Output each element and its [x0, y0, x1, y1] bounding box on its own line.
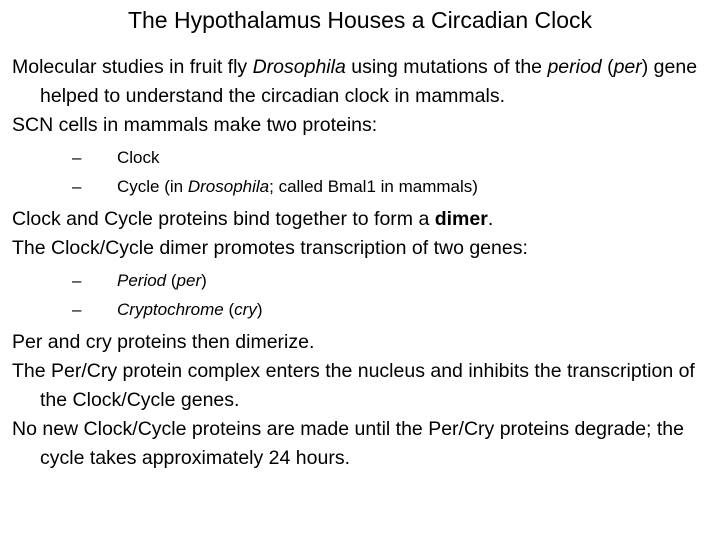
text-run: Clock and Cycle proteins bind together to form a	[12, 208, 435, 230]
paragraph-dimer	[12, 205, 712, 234]
slide-body	[12, 53, 712, 473]
italic-term-drosophila: Drosophila	[252, 56, 346, 78]
italic-term-cry: cry	[234, 300, 257, 319]
dash-bullet: –	[72, 148, 82, 167]
dash-bullet: –	[72, 177, 82, 196]
sub-bullet-text: Clock	[117, 148, 160, 167]
sub-bullet-clock	[12, 143, 712, 172]
italic-term-per: per	[613, 56, 642, 78]
paragraph-nucleus: The Per/Cry protein complex enters the nucleus and inhibits the transcription of the Clock/Cycle genes.	[12, 360, 695, 411]
italic-term-period: period	[547, 56, 602, 78]
sub-bullet-cryptochrome	[12, 295, 712, 324]
sub-bullet-cycle	[12, 172, 712, 201]
text-run: ) gene helped to understand the circadian clock in mammals.	[40, 56, 698, 107]
sub-bullet-text: Cycle (in Drosophila; called Bmal1 in mammals)	[117, 177, 478, 196]
text-run: Molecular studies in fruit fly	[12, 56, 253, 78]
text-run: (	[601, 56, 614, 78]
paragraph-molecular-studies	[12, 53, 712, 111]
sub-bullet-text: Period (per)	[117, 271, 207, 290]
italic-term-period: Period	[117, 271, 167, 290]
sub-bullet-period	[12, 266, 712, 295]
bold-term-dimer: dimer	[434, 208, 488, 230]
slide-title: The Hypothalamus Houses a Circadian Clock	[127, 7, 593, 33]
paragraph-transcription: The Clock/Cycle dimer promotes transcription of two genes:	[12, 237, 528, 259]
dash-bullet: –	[72, 300, 82, 319]
text-run: .	[487, 208, 494, 230]
sub-bullet-text: Cryptochrome (cry)	[117, 300, 263, 319]
paragraph-per-cry-dimerize: Per and cry proteins then dimerize.	[12, 331, 315, 353]
paragraph-scn-cells: SCN cells in mammals make two proteins:	[12, 114, 378, 136]
paragraph-degrade: No new Clock/Cycle proteins are made until the Per/Cry proteins degrade; the cycle takes approximately 24 hours.	[12, 418, 684, 469]
italic-term-drosophila: Drosophila	[187, 177, 270, 196]
italic-term-cryptochrome: Cryptochrome	[117, 300, 224, 319]
text-run: using mutations of the	[345, 56, 548, 78]
italic-term-per: per	[176, 271, 202, 290]
dash-bullet: –	[72, 271, 82, 290]
